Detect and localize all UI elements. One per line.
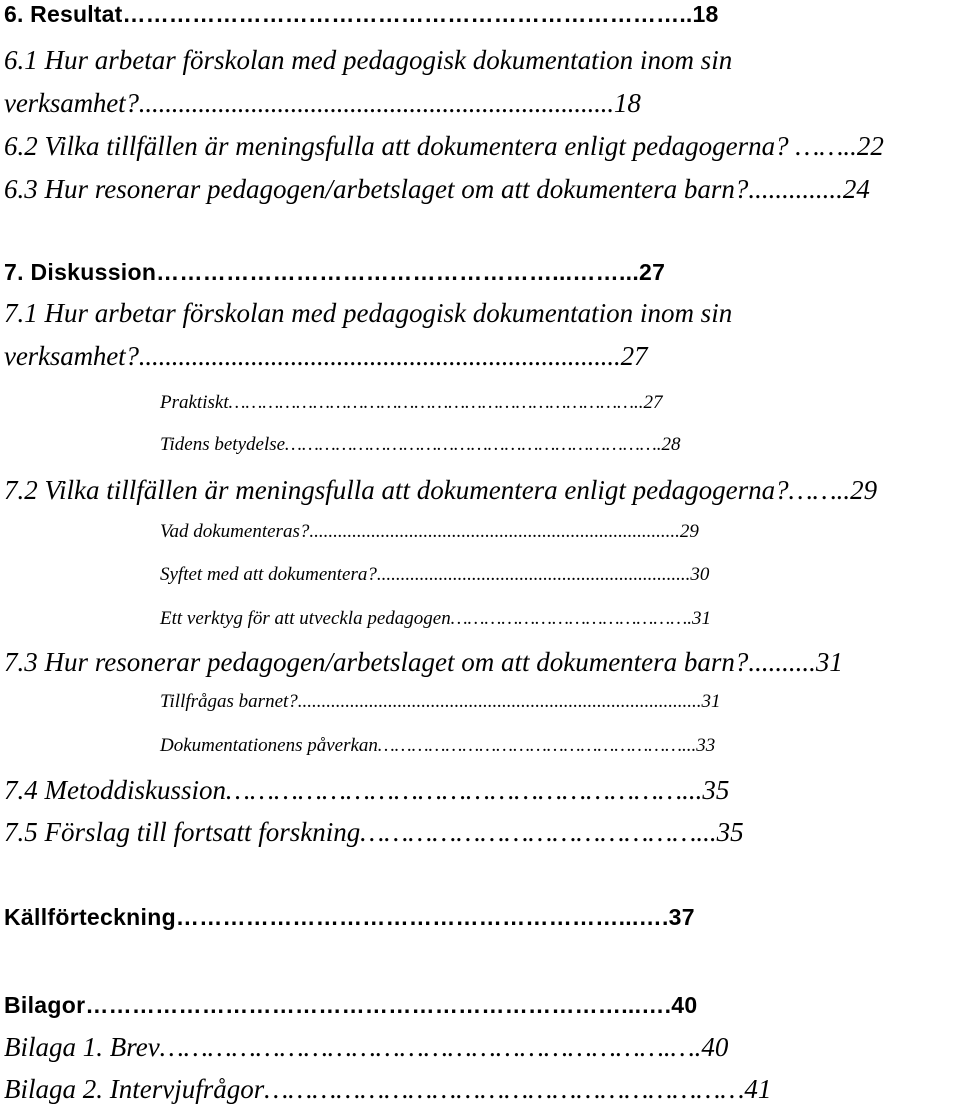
toc-subentry-praktiskt: Praktiskt………………………………………………………………..27 [160, 392, 663, 413]
toc-entry-bilaga-1: Bilaga 1. Brev……………………………………………………….….40 [4, 1032, 729, 1062]
toc-subentry-tillfragas-barnet: Tillfrågas barnet?.....................................................................................31 [160, 691, 721, 712]
toc-entry-6-1: 6.1 Hur arbetar förskolan med pedagogisk dokumentation inom sin [4, 45, 733, 75]
toc-entry-7-5: 7.5 Förslag till fortsatt forskning……………………………………...35 [4, 817, 744, 847]
toc-heading-resultat: 6. Resultat………………………………………………………………..18 [4, 1, 719, 27]
toc-subentry-dokumentationens-paverkan: Dokumentationens påverkan………………………………………………...33 [160, 735, 716, 756]
toc-entry-7-2: 7.2 Vilka tillfällen är meningsfulla att dokumentera enligt pedagogerna?……..29 [4, 475, 878, 505]
toc-subentry-ett-verktyg: Ett verktyg för att utveckla pedagogen…………………………………….31 [160, 608, 711, 629]
toc-entry-6-3: 6.3 Hur resonerar pedagogen/arbetslaget om att dokumentera barn?..............24 [4, 174, 870, 204]
toc-entry-6-2: 6.2 Vilka tillfällen är meningsfulla att dokumentera enligt pedagogerna? ……..22 [4, 131, 884, 161]
toc-entry-7-1: 7.1 Hur arbetar förskolan med pedagogisk dokumentation inom sin [4, 298, 733, 328]
toc-heading-bilagor: Bilagor……………………………………………………………...….40 [4, 992, 698, 1018]
toc-entry-bilaga-2: Bilaga 2. Intervjufrågor……………………………………………………41 [4, 1074, 772, 1104]
toc-heading-diskussion: 7. Diskussion……………………………………………...……...27 [4, 259, 666, 285]
toc-subentry-tidens-betydelse: Tidens betydelse………………………………………………………….28 [160, 434, 681, 455]
toc-heading-kallforteckning: Källförteckning…………………………………………………...….37 [4, 904, 695, 930]
toc-entry-7-1-cont: verksamhet?.........................................................................27 [4, 341, 648, 371]
toc-entry-7-4: 7.4 Metoddiskussion…………………………………………………...35 [4, 775, 730, 805]
toc-subentry-vad-dokumenteras: Vad dokumenteras?..............................................................................29 [160, 521, 699, 542]
toc-entry-6-1-cont: verksamhet?........................................................................18 [4, 88, 641, 118]
toc-entry-7-3: 7.3 Hur resonerar pedagogen/arbetslaget om att dokumentera barn?..........31 [4, 647, 843, 677]
toc-subentry-syftet: Syftet med att dokumentera?..................................................................30 [160, 564, 710, 585]
